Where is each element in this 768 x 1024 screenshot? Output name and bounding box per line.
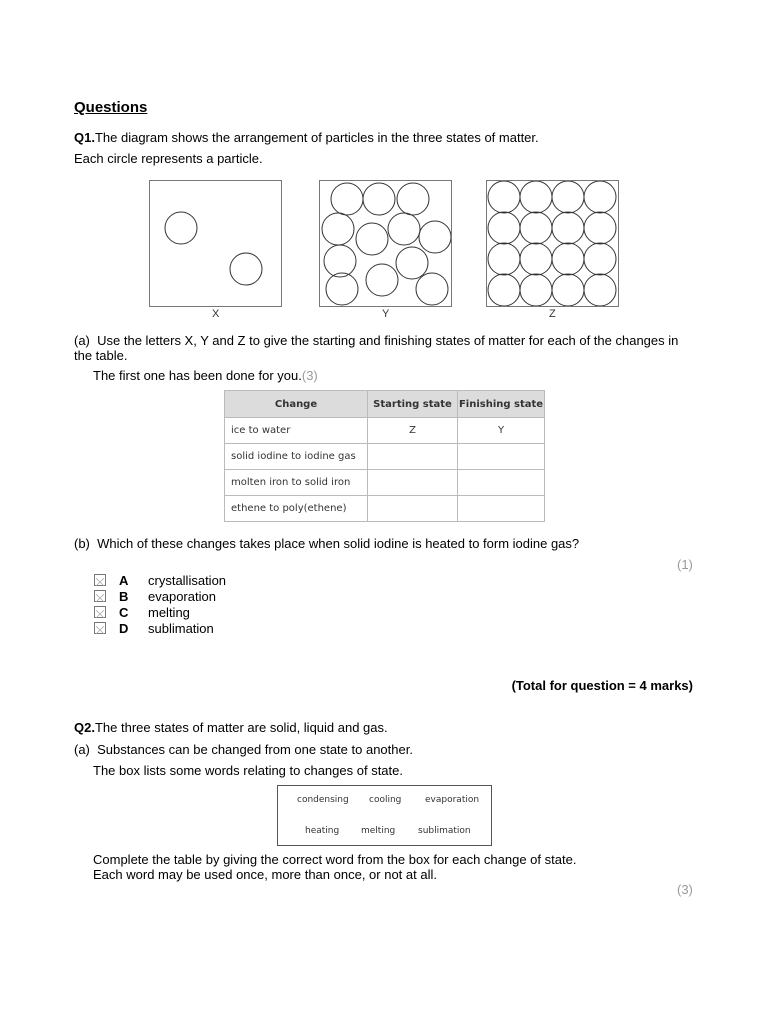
word: heating [305, 826, 340, 836]
table-header-change: Change [225, 391, 368, 418]
diagram-solid [486, 180, 619, 307]
word-box [277, 785, 492, 846]
word: melting [361, 826, 396, 836]
diagram-label-z: Z [549, 308, 556, 320]
particle [584, 243, 616, 275]
q1-intro [74, 130, 539, 145]
q1-part-a-note: The first one has been done for you. [93, 368, 302, 383]
particle [488, 243, 520, 275]
particle [363, 183, 395, 215]
particle [419, 221, 451, 253]
table-cell-change: ice to water [225, 418, 368, 444]
particle [584, 181, 616, 213]
particle [326, 273, 358, 305]
diagram-label-x: X [212, 308, 220, 320]
solid-particles [487, 181, 618, 306]
option-letter: D [119, 621, 129, 636]
liquid-particles [320, 181, 451, 306]
q2-marks: (3) [677, 882, 693, 897]
q1-intro2: Each circle represents a particle. [74, 151, 263, 166]
q2-box-intro: The box lists some words relating to changes of state. [93, 763, 403, 778]
table-cell-finish[interactable] [458, 444, 545, 470]
q1-intro-text: The diagram shows the arrangement of particles in the three states of matter. [94, 130, 539, 145]
checkbox-icon[interactable] [94, 622, 106, 634]
option-letter: B [119, 589, 129, 604]
particle [165, 212, 197, 244]
particle [416, 273, 448, 305]
q1-part-b-marks: (1) [677, 557, 693, 572]
table-cell-finish[interactable] [458, 470, 545, 496]
table-row [225, 444, 545, 470]
q2-instruction-2: Each word may be used once, more than once, or not at all. [93, 867, 437, 882]
word: cooling [369, 795, 402, 805]
q1-part-a-note-line [93, 368, 318, 383]
table-cell-start[interactable] [368, 444, 458, 470]
particle [331, 183, 363, 215]
table-cell-finish: Y [458, 418, 545, 444]
section-heading: Questions [74, 99, 148, 116]
table-header-start: Starting state [368, 391, 458, 418]
q2-part-a-text: Substances can be changed from one state to another. [97, 742, 413, 757]
particle [488, 181, 520, 213]
option-text: sublimation [148, 621, 214, 636]
q2-part-a [74, 742, 413, 757]
table-cell-finish[interactable] [458, 496, 545, 522]
checkbox-icon[interactable] [94, 606, 106, 618]
gas-particles [150, 181, 281, 306]
particle [488, 274, 520, 306]
particle [488, 212, 520, 244]
table-cell-start[interactable] [368, 470, 458, 496]
particle [230, 253, 262, 285]
particle [520, 274, 552, 306]
q1-part-b [74, 536, 579, 551]
diagram-liquid [319, 180, 452, 307]
table-cell-change: ethene to poly(ethene) [225, 496, 368, 522]
q1-total: (Total for question = 4 marks) [511, 678, 693, 693]
word: sublimation [418, 826, 471, 836]
particle [584, 274, 616, 306]
q1-part-a-text: Use the letters X, Y and Z to give the starting and finishing states of matter for each of the changes in the table. [74, 333, 679, 363]
q2-instruction-1: Complete the table by giving the correct word from the box for each change of state. [93, 852, 577, 867]
option-text: melting [148, 605, 190, 620]
table-row [225, 470, 545, 496]
particle [366, 264, 398, 296]
option-letter: A [119, 573, 129, 588]
word: condensing [297, 795, 349, 805]
particle [388, 213, 420, 245]
diagram-gas [149, 180, 282, 307]
q1-part-a-marks: (3) [301, 368, 318, 383]
q2-part-a-label: (a) [74, 742, 90, 757]
q2-intro [74, 720, 388, 735]
q1-part-a [74, 333, 694, 363]
particle [520, 212, 552, 244]
table-cell-change: solid iodine to iodine gas [225, 444, 368, 470]
particle [356, 223, 388, 255]
option-text: crystallisation [148, 573, 227, 588]
table-cell-start[interactable] [368, 496, 458, 522]
q1-part-b-text: Which of these changes takes place when solid iodine is heated to form iodine gas? [97, 536, 580, 551]
q2-intro-text: The three states of matter are solid, liquid and gas. [94, 720, 388, 735]
table-row [225, 418, 545, 444]
diagram-label-y: Y [382, 308, 390, 320]
particle [552, 212, 584, 244]
table-cell-start: Z [368, 418, 458, 444]
particle [324, 245, 356, 277]
particle [520, 243, 552, 275]
q2-number: Q2. [74, 720, 95, 735]
q1-part-a-label: (a) [74, 333, 90, 348]
option-letter: C [119, 605, 129, 620]
q1-part-b-label: (b) [74, 536, 90, 551]
particle [552, 243, 584, 275]
word: evaporation [425, 795, 480, 805]
table-row [225, 496, 545, 522]
particle [552, 181, 584, 213]
table-cell-change: molten iron to solid iron [225, 470, 368, 496]
particle [322, 213, 354, 245]
states-table [224, 390, 545, 522]
table-header-finish: Finishing state [458, 391, 545, 418]
particle [584, 212, 616, 244]
particle [552, 274, 584, 306]
checkbox-icon[interactable] [94, 590, 106, 602]
checkbox-icon[interactable] [94, 574, 106, 586]
particle [520, 181, 552, 213]
particle [397, 183, 429, 215]
q1-number: Q1. [74, 130, 95, 145]
particle [396, 247, 428, 279]
option-text: evaporation [148, 589, 216, 604]
